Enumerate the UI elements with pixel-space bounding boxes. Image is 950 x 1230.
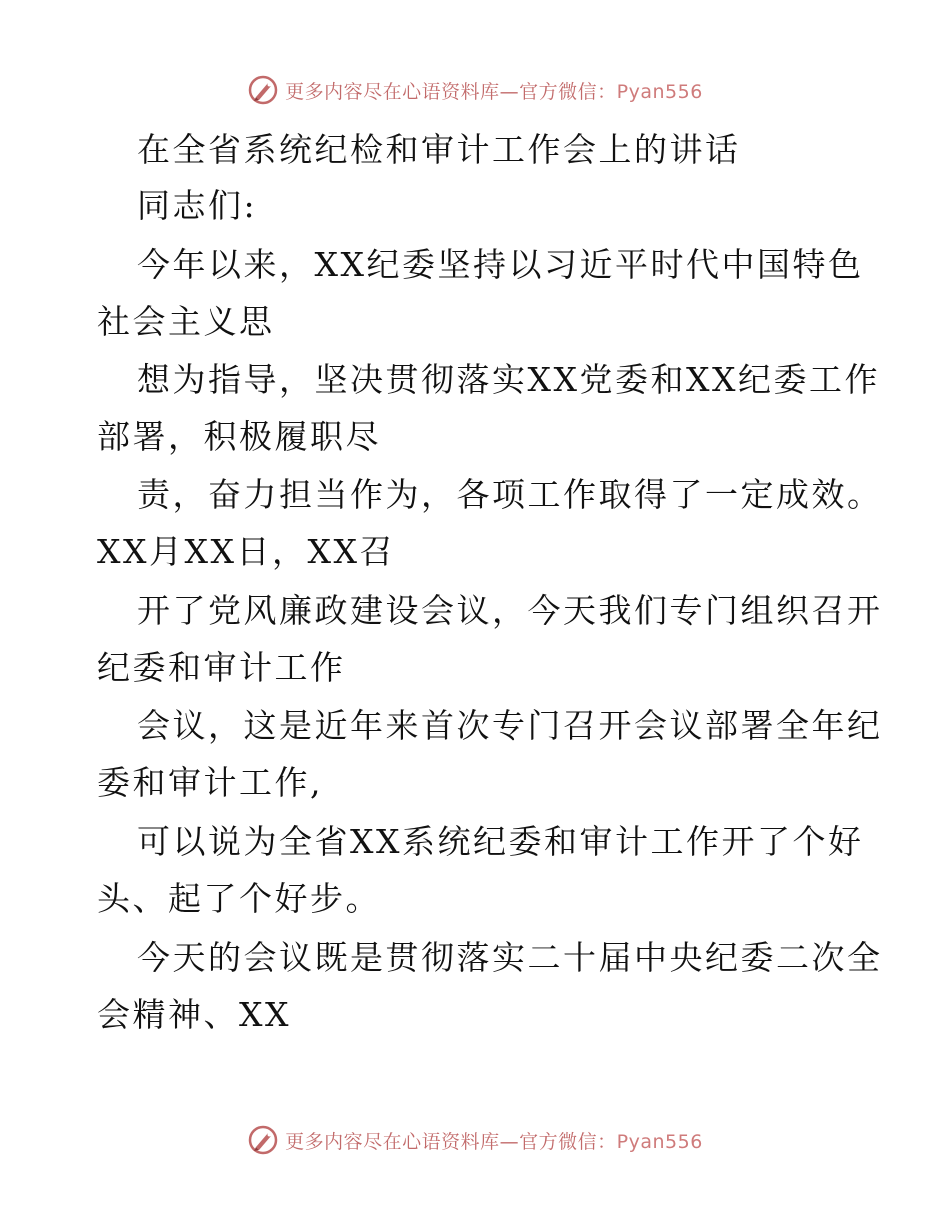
watermark-text: 更多内容尽在心语资料库—官方微信：Pyan556: [285, 1130, 703, 1153]
header-watermark: [0, 70, 950, 110]
paragraph-line: 今年以来，XX纪委坚持以习近平时代中国特色: [137, 245, 864, 284]
paragraph-line: 可以说为全省XX系统纪委和审计工作开了个好: [137, 822, 864, 861]
pen-logo-icon: [247, 1124, 279, 1156]
paragraph-line: 部署，积极履职尽: [97, 417, 381, 456]
paragraph-line: 头、起了个好步。: [97, 879, 381, 918]
watermark-text: 更多内容尽在心语资料库—官方微信：Pyan556: [285, 80, 703, 103]
paragraph-line: 会精神、XX: [97, 995, 291, 1034]
salutation: 同志们:: [137, 186, 258, 225]
paragraph-line: 会议，这是近年来首次专门召开会议部署全年纪: [137, 706, 883, 745]
paragraph-line: XX月XX日，XX召: [97, 532, 395, 571]
paragraph-line: 委和审计工作,: [97, 763, 323, 802]
paragraph-line: 想为指导，坚决贯彻落实XX党委和XX纪委工作: [137, 360, 880, 399]
footer-watermark: [0, 1120, 950, 1160]
paragraph-line: 今天的会议既是贯彻落实二十届中央纪委二次全: [137, 938, 883, 977]
paragraph-line: 责，奋力担当作为，各项工作取得了一定成效。: [137, 475, 883, 514]
paragraph-line: 社会主义思: [97, 302, 275, 341]
document-title: 在全省系统纪检和审计工作会上的讲话: [137, 130, 741, 169]
paragraph-line: 开了党风廉政建设会议，今天我们专门组织召开: [137, 591, 883, 630]
pen-logo-icon: [247, 74, 279, 106]
paragraph-line: 纪委和审计工作: [97, 648, 346, 687]
